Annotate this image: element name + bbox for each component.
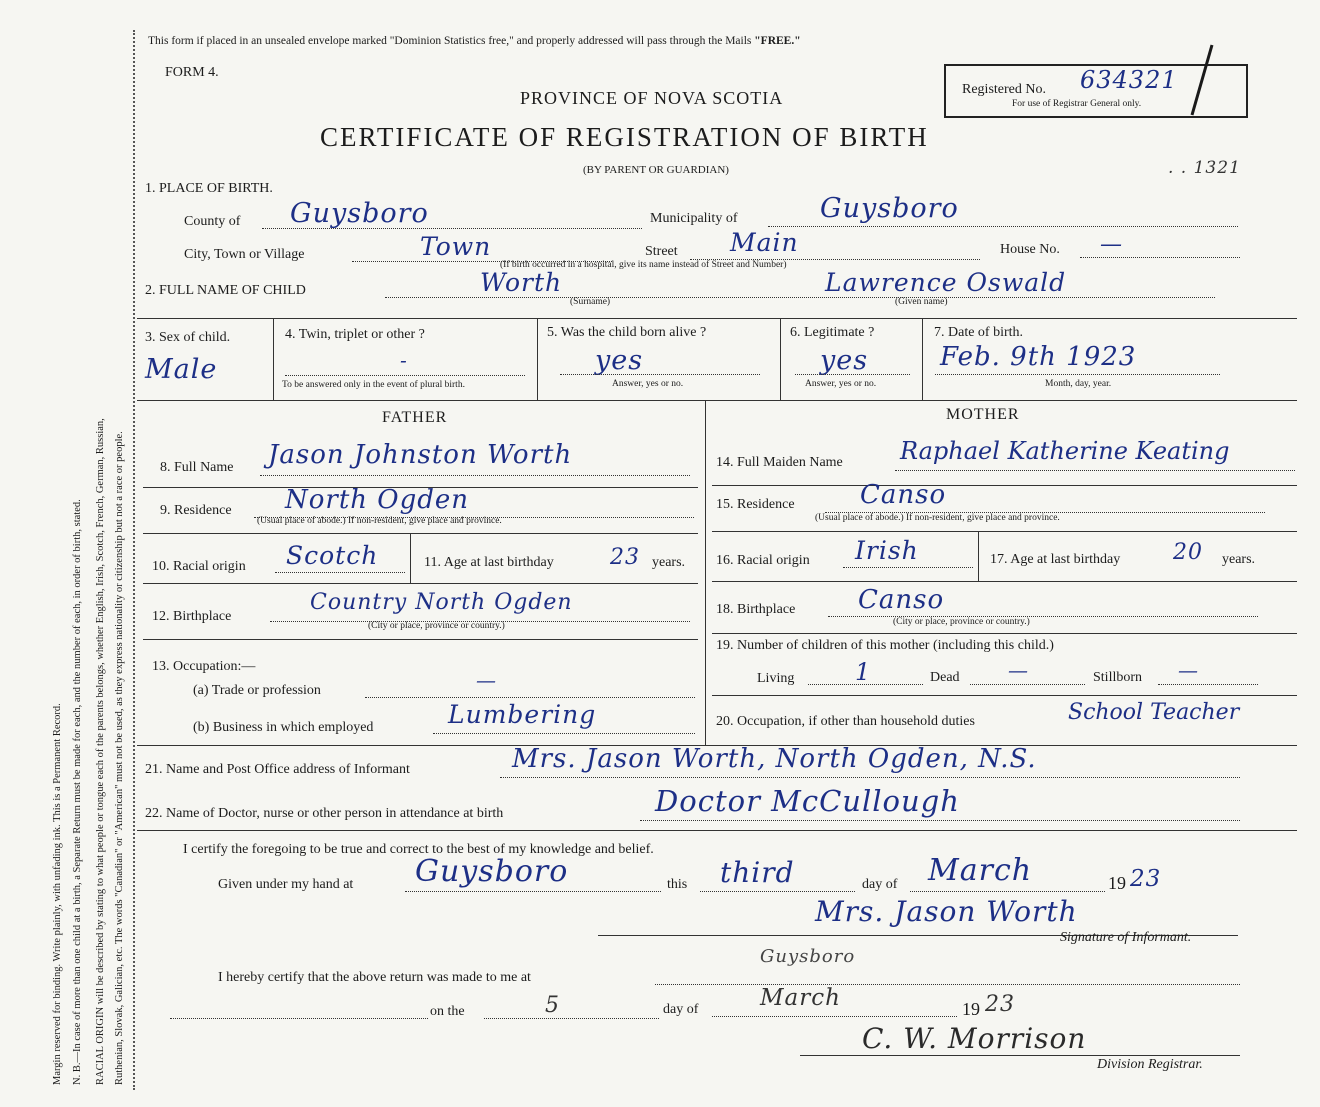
father-age-unit: years. — [652, 555, 686, 570]
registered-no-label: Registered No. — [962, 82, 1046, 97]
registrar-month-line — [712, 1016, 957, 1017]
registrar-year-prefix: 19 — [962, 999, 980, 1019]
registered-no-value: 634321 — [1080, 66, 1178, 94]
margin-note-binding: Margin reserved for binding. Write plainly, with unfading ink. This is a Permanent Record. — [52, 703, 63, 1085]
mother-name-value: Raphael Katherine Keating — [900, 437, 1230, 465]
doctor-line — [640, 820, 1240, 821]
registrar-place-line — [655, 984, 1240, 985]
alive-note: Answer, yes or no. — [612, 379, 684, 389]
city-value: Town — [420, 232, 492, 261]
row-3-7-bottom — [137, 400, 1297, 401]
child-given-value: Lawrence Oswald — [825, 268, 1067, 297]
father-residence-label: 9. Residence — [160, 503, 232, 518]
stillborn-label: Stillborn — [1093, 670, 1143, 685]
father-race-label: 10. Racial origin — [152, 559, 246, 574]
father-occupation-label: 13. Occupation:— — [152, 659, 256, 674]
mother-age-value: 20 — [1173, 540, 1203, 565]
cert-dayof-label: day of — [862, 877, 898, 892]
father-heading: FATHER — [382, 409, 448, 426]
divider-5-6 — [780, 318, 781, 400]
trade-value: — — [476, 668, 497, 692]
father-name-line — [260, 475, 690, 476]
living-label: Living — [757, 671, 795, 686]
twin-line — [285, 375, 525, 376]
legit-note: Answer, yes or no. — [805, 379, 877, 389]
father-race-line — [275, 572, 405, 573]
divider-4-5 — [537, 318, 538, 400]
municipality-line — [768, 226, 1238, 227]
registrar-dayof-label: day of — [663, 1002, 699, 1017]
father-name-label: 8. Full Name — [160, 460, 234, 475]
informant-signature: Mrs. Jason Worth — [815, 895, 1078, 928]
birthdate-label: 7. Date of birth. — [934, 325, 1024, 340]
father-row-3 — [143, 583, 698, 584]
mother-row-5 — [712, 695, 1297, 696]
corner-mark: . . 1321 — [1168, 158, 1241, 178]
father-row-2 — [143, 533, 698, 534]
given-place-value: Guysboro — [415, 854, 569, 889]
father-birthplace-note: (City or place, province or country.) — [368, 621, 505, 631]
surname-note: (Surname) — [570, 297, 611, 307]
child-name-line — [385, 297, 1215, 298]
living-value: 1 — [855, 658, 872, 686]
mother-row-3 — [712, 581, 1297, 582]
mother-race-line — [843, 567, 973, 568]
parent-center-divider — [705, 400, 706, 745]
certificate-subtitle: (BY PARENT OR GUARDIAN) — [583, 164, 729, 176]
province-heading: PROVINCE OF NOVA SCOTIA — [520, 88, 784, 108]
legit-value: yes — [820, 345, 869, 376]
mother-residence-label: 15. Residence — [716, 497, 795, 512]
dead-line — [970, 684, 1085, 685]
cert-year-value: 23 — [1130, 866, 1162, 892]
sex-value: Male — [145, 354, 218, 385]
margin-note-racial-origin-2: Ruthenian, Slovak, Galician, etc. The words "Canadian" or "American" must not be used, as they express nationality or citizenship but not a race or people. — [114, 431, 125, 1085]
trade-label: (a) Trade or profession — [193, 683, 321, 698]
birthdate-value: Feb. 9th 1923 — [940, 342, 1137, 372]
informant-line — [500, 777, 1240, 778]
given-note: (Given name) — [895, 297, 948, 307]
mother-name-line — [895, 470, 1295, 471]
legit-line — [795, 374, 910, 375]
cert-day-line — [700, 891, 855, 892]
street-label: Street — [645, 244, 678, 259]
child-name-label: 2. FULL NAME OF CHILD — [145, 283, 306, 298]
alive-value: yes — [595, 345, 644, 376]
child-surname-value: Worth — [480, 268, 563, 297]
twin-value: - — [400, 348, 408, 372]
business-label: (b) Business in which employed — [193, 720, 374, 735]
margin-perforation — [133, 30, 135, 1090]
house-value: — — [1100, 232, 1123, 257]
registrar-signature: C. W. Morrison — [862, 1022, 1087, 1055]
county-value: Guysboro — [290, 198, 429, 229]
children-count-label: 19. Number of children of this mother (including this child.) — [716, 638, 1054, 653]
sex-label: 3. Sex of child. — [145, 330, 231, 345]
registrar-day-value: 5 — [545, 993, 560, 1018]
row-3-7-top — [137, 318, 1297, 319]
mother-heading: MOTHER — [946, 406, 1020, 423]
registrar-left-line — [170, 1018, 428, 1019]
mother-birthplace-label: 18. Birthplace — [716, 602, 796, 617]
hospital-note: (If birth occurred in a hospital, give its name instead of Street and Number) — [500, 260, 787, 270]
stillborn-value: — — [1178, 658, 1199, 682]
cert-month-line — [910, 891, 1105, 892]
margin-note-racial-origin-1: RACIAL ORIGIN will be described by stating to what people or tongue each of the parents belongs, whether English, Irish, Scotch, French, German, Russian, — [95, 418, 106, 1085]
registrar-place-value: Guysboro — [760, 946, 856, 967]
registrar-signature-label: Division Registrar. — [1097, 1057, 1203, 1072]
mother-row-1 — [712, 485, 1297, 486]
mother-residence-note: (Usual place of abode.) If non-resident, give place and province. — [815, 513, 1060, 523]
county-label: County of — [184, 214, 241, 229]
dead-label: Dead — [930, 670, 960, 685]
place-heading: 1. PLACE OF BIRTH. — [145, 181, 273, 196]
divider-3-4 — [273, 318, 274, 400]
registration-slash-mark — [1182, 40, 1222, 120]
city-label: City, Town or Village — [184, 247, 305, 262]
father-residence-note: (Usual place of abode.) If non-resident, give place and province. — [257, 516, 502, 526]
municipality-label: Municipality of — [650, 211, 738, 226]
mother-race-age-divider — [978, 531, 979, 581]
father-race-value: Scotch — [286, 541, 379, 570]
mother-occupation-value: School Teacher — [1068, 700, 1240, 725]
mother-race-label: 16. Racial origin — [716, 553, 810, 568]
margin-note-plural-births: N. B.—In case of more than one child at a birth, a Separate Return must be made for each, and the number of each, in order of birth, stated. — [72, 499, 83, 1085]
informant-signature-label: Signature of Informant. — [1060, 930, 1192, 945]
mother-name-label: 14. Full Maiden Name — [716, 455, 843, 470]
father-age-value: 23 — [610, 545, 640, 570]
registrar-month-value: March — [760, 985, 841, 1011]
stillborn-line — [1158, 684, 1258, 685]
doctor-label: 22. Name of Doctor, nurse or other person in attendance at birth — [145, 806, 504, 821]
house-label: House No. — [1000, 242, 1060, 257]
mother-age-label: 17. Age at last birthday — [990, 552, 1121, 567]
father-row-4 — [143, 639, 698, 640]
mother-row-4 — [712, 633, 1297, 634]
registrar-note: For use of Registrar General only. — [1012, 99, 1142, 109]
street-value: Main — [730, 228, 799, 257]
form-number: FORM 4. — [165, 65, 219, 80]
given-hand-label: Given under my hand at — [218, 877, 354, 892]
informant-value: Mrs. Jason Worth, North Ogden, N.S. — [512, 744, 1037, 774]
doctor-value: Doctor McCullough — [655, 784, 960, 818]
father-race-age-divider — [410, 533, 411, 583]
mother-residence-value: Canso — [860, 480, 947, 510]
municipality-value: Guysboro — [820, 193, 959, 224]
registrar-year-value: 23 — [985, 992, 1015, 1017]
business-value: Lumbering — [448, 700, 597, 729]
father-age-label: 11. Age at last birthday — [424, 555, 554, 570]
dead-value: — — [1008, 658, 1029, 682]
house-line — [1080, 257, 1240, 258]
certificate-title: CERTIFICATE OF REGISTRATION OF BIRTH — [320, 122, 929, 152]
registrar-day-line — [484, 1018, 659, 1019]
divider-6-7 — [922, 318, 923, 400]
mail-notice: This form if placed in an unsealed envelope marked "Dominion Statistics free," and properly addressed will pass through the Mails "FREE." — [148, 35, 801, 47]
birthdate-note: Month, day, year. — [1045, 379, 1112, 389]
mother-birthplace-value: Canso — [858, 585, 945, 615]
doctor-bottom — [137, 830, 1297, 831]
twin-label: 4. Twin, triplet or other ? — [285, 327, 425, 342]
mother-age-unit: years. — [1222, 552, 1256, 567]
mother-row-2 — [712, 531, 1297, 532]
mother-birthplace-note: (City or place, province or country.) — [893, 617, 1030, 627]
cert-month-value: March — [928, 853, 1033, 888]
father-birthplace-label: 12. Birthplace — [152, 609, 232, 624]
father-residence-value: North Ogden — [285, 485, 470, 515]
mother-occupation-label: 20. Occupation, if other than household duties — [716, 714, 975, 729]
informant-label: 21. Name and Post Office address of Informant — [145, 762, 410, 777]
registrar-statement: I hereby certify that the above return was made to me at — [218, 970, 531, 985]
mother-race-value: Irish — [855, 536, 919, 565]
cert-year-prefix: 19 — [1108, 873, 1126, 893]
cert-day-value: third — [720, 856, 795, 889]
father-birthplace-value: Country North Ogden — [310, 590, 573, 615]
trade-line — [365, 697, 695, 698]
business-line — [433, 733, 695, 734]
alive-line — [560, 374, 760, 375]
father-name-value: Jason Johnston Worth — [268, 440, 573, 470]
on-the-label: on the — [430, 1004, 465, 1019]
legit-label: 6. Legitimate ? — [790, 325, 875, 340]
this-label: this — [667, 877, 688, 892]
twin-note: To be answered only in the event of plural birth. — [282, 380, 465, 390]
certify-statement: I certify the foregoing to be true and correct to the best of my knowledge and belief. — [183, 842, 654, 857]
birthdate-line — [935, 374, 1220, 375]
alive-label: 5. Was the child born alive ? — [547, 325, 707, 340]
given-place-line — [405, 891, 661, 892]
registrar-signature-line — [800, 1055, 1240, 1056]
